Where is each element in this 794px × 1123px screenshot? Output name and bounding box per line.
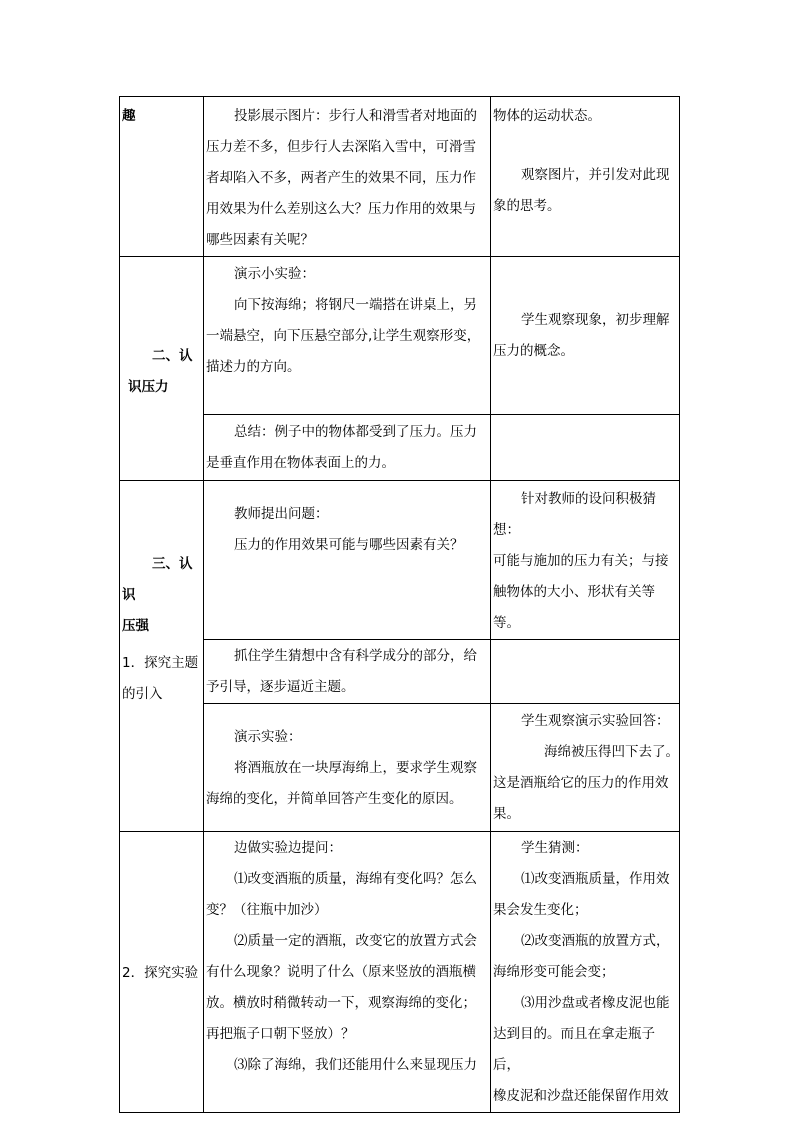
text-line: 抓住学生猜想中含有科学成分的部分，给 xyxy=(234,648,477,664)
text-line: 放。横放时稍微转动一下，观察海绵的变化； xyxy=(206,995,476,1011)
stage-label: 压强 xyxy=(122,618,149,634)
text-line: 总结：例子中的物体都受到了压力。压力 xyxy=(234,424,477,440)
text-line: 学生猜测： xyxy=(521,840,589,856)
text-line: 是垂直作用在物体表面上的力。 xyxy=(206,455,395,471)
stage-cell xyxy=(120,257,204,481)
teacher-activity-cell xyxy=(204,640,491,704)
text-line: 海绵形变可能会变； xyxy=(493,964,615,980)
stage-label: 的引入 xyxy=(122,686,163,702)
stage-label: 趣 xyxy=(122,108,136,124)
text-line: 象的思考。 xyxy=(493,198,561,214)
text-line: 演示小实验： xyxy=(234,266,315,282)
teacher-activity-cell xyxy=(204,97,491,257)
stage-label: 三、认识 xyxy=(122,556,193,603)
text-line: 哪些因素有关呢？ xyxy=(206,232,314,248)
text-line: 变？（往瓶中加沙） xyxy=(206,902,328,918)
table-row xyxy=(120,832,680,1113)
text-line: 学生观察演示实验回答： xyxy=(521,713,670,729)
teacher-activity-cell xyxy=(204,257,491,415)
teacher-activity-cell xyxy=(204,481,491,640)
text-line: 果会发生变化； xyxy=(493,902,588,918)
stage-label: 识压力 xyxy=(128,379,169,395)
text-line: ⑶用沙盘或者橡皮泥也能 xyxy=(521,995,670,1011)
text-line: ⑵质量一定的酒瓶，改变它的放置方式会 xyxy=(234,933,477,949)
teacher-activity-cell xyxy=(204,704,491,832)
stage-label: 1．探究主题 xyxy=(122,655,199,671)
text-line: 教师提出问题： xyxy=(234,506,329,522)
text-line: 海绵的变化，并简单回答产生变化的原因。 xyxy=(206,791,463,807)
stage-cell xyxy=(120,481,204,832)
text-line: 压力差不多，但步行人去深陷入雪中，可滑雪 xyxy=(206,139,476,155)
text-line: 物体的运动状态。 xyxy=(493,108,601,124)
text-line: 描述力的方向。 xyxy=(206,359,301,375)
text-line: ⑴改变酒瓶质量，作用效 xyxy=(521,871,670,887)
text-line: 演示实验： xyxy=(234,729,302,745)
student-activity-cell xyxy=(491,97,680,257)
text-line: 再把瓶子口朝下竖放）？ xyxy=(206,1026,355,1042)
teacher-activity-cell xyxy=(204,415,491,481)
text-line: 投影展示图片：步行人和滑雪者对地面的 xyxy=(234,108,477,124)
text-line: 针对教师的设问积极猜想： xyxy=(493,491,656,538)
student-activity-cell xyxy=(491,704,680,832)
text-line: 将酒瓶放在一块厚海绵上，要求学生观察 xyxy=(234,760,477,776)
text-line: 边做实验边提问： xyxy=(234,840,342,856)
text-line: 果。 xyxy=(493,806,520,822)
text-line: ⑶除了海绵，我们还能用什么来显现压力 xyxy=(234,1057,477,1073)
stage-label: 2．探究实验 xyxy=(122,965,199,981)
text-line: 予引导，逐步逼近主题。 xyxy=(206,679,355,695)
text-line: 压力的概念。 xyxy=(493,343,574,359)
text-line: 学生观察现象，初步理解 xyxy=(521,312,670,328)
student-activity-cell xyxy=(491,832,680,1113)
stage-cell xyxy=(120,832,204,1113)
table-row xyxy=(120,481,680,640)
table-row xyxy=(120,640,680,704)
table-row xyxy=(120,704,680,832)
text-line: ⑴改变酒瓶的质量，海绵有变化吗？怎么 xyxy=(234,871,477,887)
text-line: 有什么现象？说明了什么（原来竖放的酒瓶横 xyxy=(206,964,476,980)
text-line: 一端悬空，向下压悬空部分,让学生观察形变， xyxy=(206,328,481,344)
stage-label: 二、认 xyxy=(152,348,193,364)
text-line: 橡皮泥和沙盘还能保留作用效 xyxy=(493,1088,669,1104)
text-line: 观察图片，并引发对此现 xyxy=(521,167,670,183)
text-line: 用效果为什么差别这么大？压力作用的效果与 xyxy=(206,201,476,217)
student-activity-cell xyxy=(491,415,680,481)
text-line: 触物体的大小、形状有关等等。 xyxy=(493,584,655,631)
teacher-activity-cell xyxy=(204,832,491,1113)
text-line: ⑵改变酒瓶的放置方式， xyxy=(521,933,670,949)
text-line: 压力的作用效果可能与哪些因素有关？ xyxy=(234,537,464,553)
lesson-plan-table xyxy=(119,96,680,1113)
table-row xyxy=(120,415,680,481)
student-activity-cell xyxy=(491,257,680,415)
stage-cell xyxy=(120,97,204,257)
text-line: 者却陷入不多，两者产生的效果不同，压力作 xyxy=(206,170,476,186)
student-activity-cell xyxy=(491,481,680,640)
student-activity-cell xyxy=(491,640,680,704)
text-line: 海绵被压得凹下去了。 xyxy=(544,744,679,760)
text-line: 可能与施加的压力有关；与接 xyxy=(493,553,669,569)
text-line: 向下按海绵；将钢尺一端搭在讲桌上，另 xyxy=(234,297,477,313)
text-line: 这是酒瓶给它的压力的作用效 xyxy=(493,775,669,791)
table-row xyxy=(120,97,680,257)
text-line: 达到目的。而且在拿走瓶子后， xyxy=(493,1026,655,1073)
table-row xyxy=(120,257,680,415)
